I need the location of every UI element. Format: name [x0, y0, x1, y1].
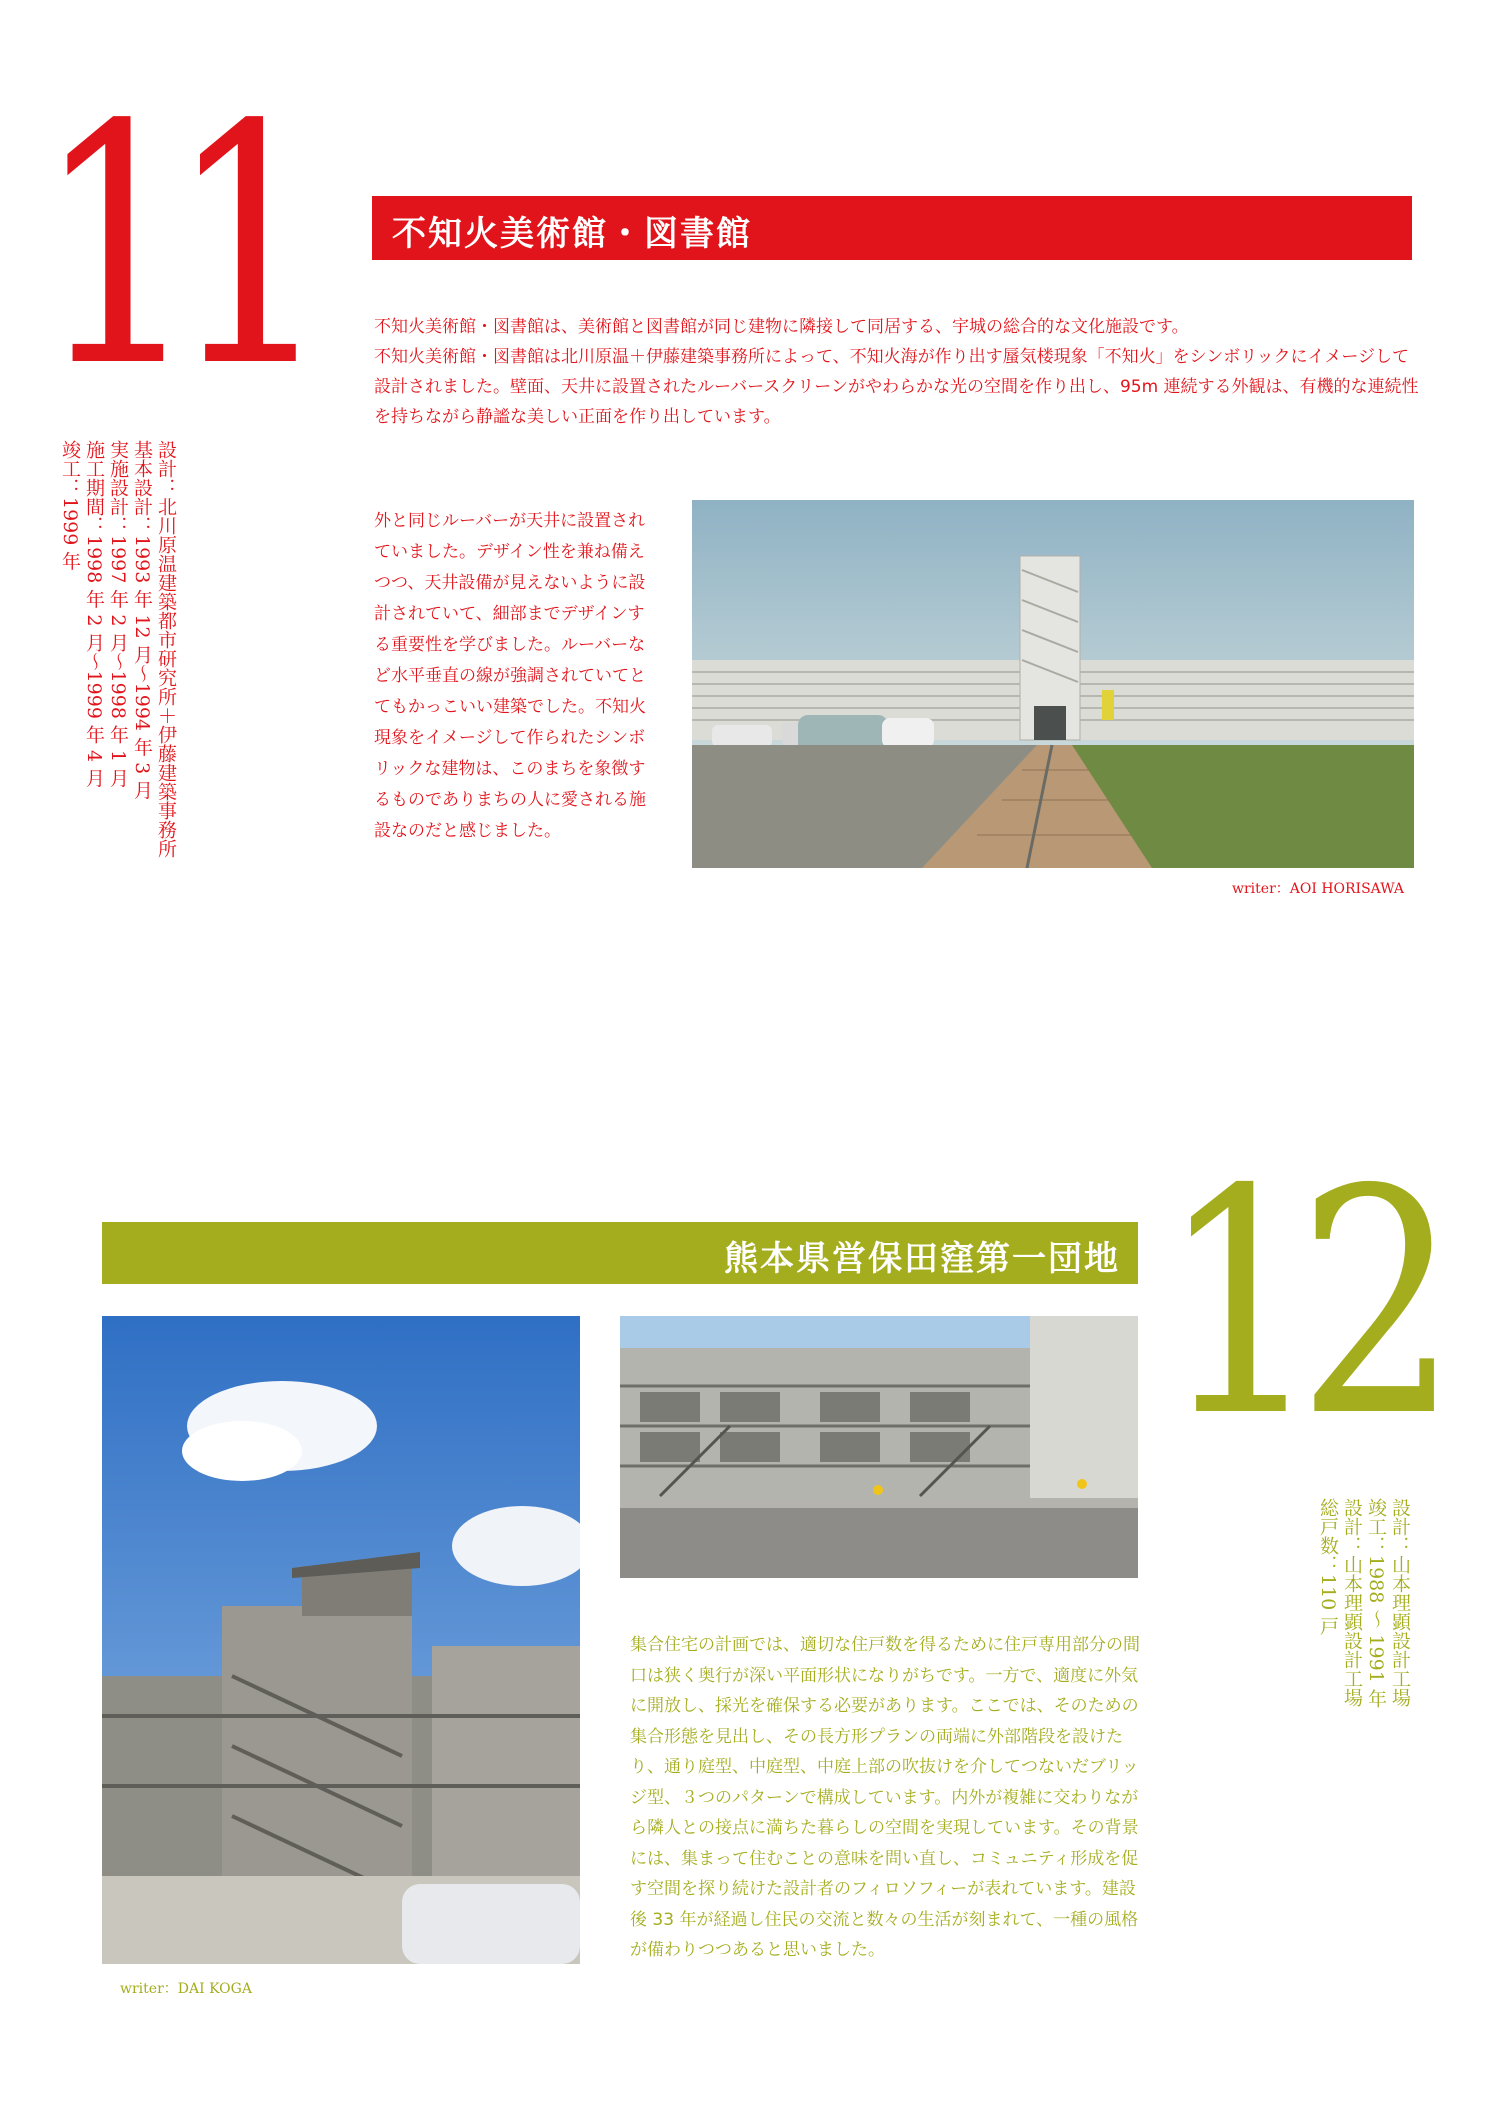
section-title-bar-12: [102, 1222, 1138, 1284]
spec-list-12: [1316, 1498, 1412, 1838]
spec-item: 竣工：1988 〜 1991 年: [1365, 1498, 1387, 1708]
spec-item: 実施設計：1997 年 2 月〜1998 年 1 月: [107, 440, 129, 788]
section-number-12: 12: [1160, 1124, 1435, 1485]
section-number-11: 11: [36, 55, 302, 439]
spec-item: 設計：山本理顕設計工場: [1341, 1498, 1363, 1707]
body-text-12: 集合住宅の計画では、適切な住戸数を得るために住戸専用部分の間口は狭く奥行が深い平面形状になりがちです。一方で、適度に外気に開放し、採光を確保する必要があります。ここでは、そのための集合形態を見出し、その長方形プランの両端に外部階段を設けたり、通り庭型、中庭型、中庭上部の吹抜けを介してつないだブリッジ型、３つのパターンで構成しています。内外が複雑に交わりながら隣人との接点に満ちた暮らしの空間を実現しています。その背景には、集まって住むことの意味を問い直し、コミュニティ形成を促す空間を探り続けた設計者のフィロソフィーが表れています。建設後 33 年が経過し住民の交流と数々の生活が刻まれて、一種の風格が備わりつつあると思いました。: [630, 1635, 1140, 1960]
spec-item: 施工期間：1998 年 2 月〜1999 年 4 月: [83, 440, 105, 788]
spec-item: 設計：北川原温建築都市研究所＋伊藤建築事務所: [155, 440, 177, 858]
impression-text-11: 外と同じルーバーが天井に設置されていました。デザイン性を兼ね備えつつ、天井設備が見えないように設計されていて、細部までデザインする重要性を学びました。ルーバーなど水平垂直の線が強調されていてとてもかっこいい建築でした。不知火現象をイメージして作られたシンボリックな建物は、このまちを象徴するものでありまちの人に愛される施設なのだと感じました。: [374, 511, 646, 841]
section-title-12: 熊本県営保田窪第一団地: [724, 1239, 1120, 1279]
spec-item: 基本設計：1993 年 12 月〜1994 年 3 月: [131, 440, 153, 800]
housing-complex-photo-tall: [102, 1316, 580, 1964]
spec-item: 竣工：1999 年: [59, 440, 81, 571]
museum-library-photo: [692, 500, 1414, 868]
housing-complex-photo-wide: [620, 1316, 1138, 1578]
section-title-11: 不知火美術館・図書館: [392, 214, 752, 254]
intro-paragraph: 不知火美術館・図書館は、美術館と図書館が同じ建物に隣接して同居する、宇城の総合的な文化施設です。: [374, 317, 1189, 337]
spec-item: 総戸数：110 戸: [1317, 1498, 1339, 1636]
intro-paragraph: 不知火美術館・図書館は北川原温＋伊藤建築事務所によって、不知火海が作り出す蜃気楼現象「不知火」をシンボリックにイメージして設計されました。壁面、天井に設置されたルーバースクリーンがやわらかな光の空間を作り出し、95m 連続する外観は、有機的な連続性を持ちながら静謐な美しい正面を作り出しています。: [374, 347, 1419, 427]
writer-credit-11: writer：AOI HORISAWA: [1232, 881, 1405, 897]
spec-item: 設計：山本理顕設計工場: [1389, 1498, 1411, 1707]
intro-text-11: [374, 312, 1424, 432]
spec-list-11: [58, 440, 178, 980]
writer-credit-12: writer：DAI KOGA: [120, 1981, 252, 1997]
section-title-bar-11: [372, 196, 1412, 260]
